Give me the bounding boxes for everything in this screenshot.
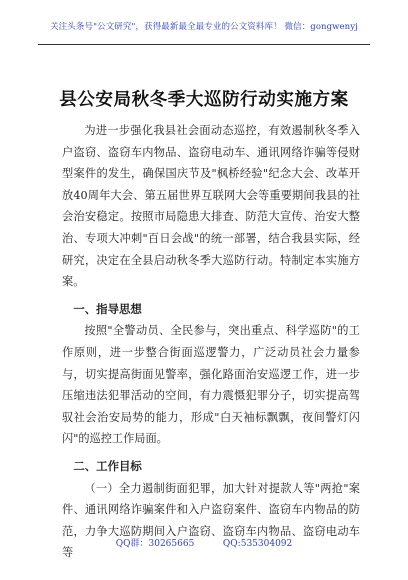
guiding-ideology-paragraph: 按照"全警动员、全民参与，突出重点、科学巡防"的工作原则，进一步整合街面巡逻警力，广泛动员社会力量参与，切实提高街面见警率，强化路面治安巡逻工作，进一步压缩违法犯罪活动的空间，有力震慑犯罪分子，切实提高驾驭社会治安局势的能力，形成"白天袖标飘飘，夜间警灯闪闪"的巡控工作局面。 <box>62 324 360 446</box>
section-heading-guiding-ideology: 一、指导思想 <box>73 301 142 316</box>
intro-paragraph: 为进一步强化我县社会面动态巡控，有效遏制秋冬季入户盗窃、盗窃车内物品、盗窃电动车、通讯网络诈骗等侵财型案件的发生，确保国庆节及"枫桥经验"纪念大会、改革开放40周年大会、第五届世界互联网大会等重要期间我县的社会治安稳定。按照市局隐患大排查、防范大宣传、治安大整治、专项大冲刺"百日会战"的统一部署，结合我县实际，经研究，决定在全县启动秋冬季大巡防行动。特制定本实施方案。 <box>62 124 360 289</box>
document-title: 县公安局秋冬季大巡防行动实施方案 <box>59 90 349 110</box>
header-banner: 关注头条号"公文研究"，获得最新最全最专业的公文资料库！ 微信：gongwenyj <box>50 22 358 32</box>
section-heading-work-goals: 二、工作目标 <box>73 458 142 473</box>
document-body <box>62 120 360 564</box>
footer-qq-info: QQ群：30265665 QQ:535304092 <box>115 539 293 549</box>
work-goals-paragraph: （一）全力遏制街面犯罪，加大针对提款人等"两抢"案件、通讯网络诈骗案件和入户盗窃案件、盗窃车内物品的防范，力争大巡防期间入户盗窃、盗窃车内物品、盗窃电动车等 <box>62 481 360 560</box>
header-divider <box>38 44 370 45</box>
